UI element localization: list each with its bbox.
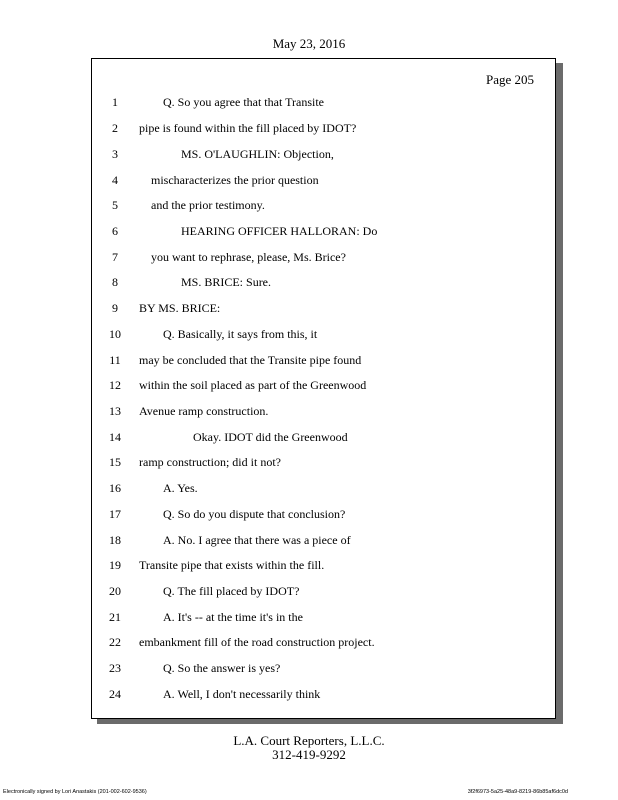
line-number: 12 xyxy=(109,378,121,392)
transcript-line xyxy=(92,195,557,215)
transcript-line xyxy=(92,221,557,241)
line-number: 18 xyxy=(109,533,121,547)
transcript-line xyxy=(92,92,557,112)
line-text: Q. So the answer is yes? xyxy=(163,661,281,675)
line-number: 24 xyxy=(109,687,121,701)
transcript-line xyxy=(92,555,557,575)
transcript-line xyxy=(92,684,557,704)
line-number: 4 xyxy=(112,173,118,187)
transcript-line xyxy=(92,350,557,370)
line-number: 16 xyxy=(109,481,121,495)
line-number: 10 xyxy=(109,327,121,341)
header-date: May 23, 2016 xyxy=(272,36,346,51)
line-text: MS. BRICE: Sure. xyxy=(181,275,272,289)
line-text: pipe is found within the fill placed by IDOT? xyxy=(139,121,357,135)
transcript-line xyxy=(92,632,557,652)
transcript-line xyxy=(92,452,557,472)
transcript-line xyxy=(92,478,557,498)
line-text: Transite pipe that exists within the fill. xyxy=(139,558,325,572)
line-text: HEARING OFFICER HALLORAN: Do xyxy=(181,224,378,238)
line-text: Q. So do you dispute that conclusion? xyxy=(163,507,346,521)
line-text: and the prior testimony. xyxy=(151,198,265,212)
line-text: BY MS. BRICE: xyxy=(139,301,221,315)
electronic-signature-note: Electronically signed by Lori Anastakis (201-002-602-9536) xyxy=(3,789,147,795)
line-text: may be concluded that the Transite pipe found xyxy=(139,353,362,367)
footer-phone: 312-419-9292 xyxy=(272,747,346,762)
line-number: 15 xyxy=(109,455,121,469)
transcript-line xyxy=(92,401,557,421)
line-number: 20 xyxy=(109,584,121,598)
transcript-line xyxy=(92,118,557,138)
line-number: 8 xyxy=(112,275,118,289)
transcript-line xyxy=(92,247,557,267)
line-text: Avenue ramp construction. xyxy=(139,404,269,418)
line-text: Q. Basically, it says from this, it xyxy=(163,327,318,341)
line-text: embankment fill of the road construction project. xyxy=(139,635,375,649)
line-number: 5 xyxy=(112,198,118,212)
line-number: 14 xyxy=(109,430,121,444)
transcript-page-frame xyxy=(91,58,556,719)
line-number: 11 xyxy=(109,353,121,367)
line-text: Q. So you agree that that Transite xyxy=(163,95,324,109)
line-number: 9 xyxy=(112,301,118,315)
line-text: ramp construction; did it not? xyxy=(139,455,281,469)
line-number: 23 xyxy=(109,661,121,675)
transcript-line xyxy=(92,375,557,395)
line-number: 13 xyxy=(109,404,121,418)
transcript-line xyxy=(92,272,557,292)
line-number: 6 xyxy=(112,224,118,238)
line-text: mischaracterizes the prior question xyxy=(151,173,319,187)
transcript-line xyxy=(92,530,557,550)
transcript-line xyxy=(92,607,557,627)
line-number: 21 xyxy=(109,610,121,624)
transcript-line xyxy=(92,504,557,524)
line-number: 7 xyxy=(112,250,118,264)
line-number: 2 xyxy=(112,121,118,135)
line-text: A. Well, I don't necessarily think xyxy=(163,687,321,701)
transcript-line xyxy=(92,298,557,318)
line-number: 22 xyxy=(109,635,121,649)
footer-company: L.A. Court Reporters, L.L.C. xyxy=(233,733,385,748)
line-text: within the soil placed as part of the Greenwood xyxy=(139,378,367,392)
transcript-line xyxy=(92,170,557,190)
page-number: Page 205 xyxy=(485,72,534,87)
transcript-line xyxy=(92,144,557,164)
line-text: MS. O'LAUGHLIN: Objection, xyxy=(181,147,334,161)
line-text: A. Yes. xyxy=(163,481,198,495)
line-text: Q. The fill placed by IDOT? xyxy=(163,584,300,598)
line-text: you want to rephrase, please, Ms. Brice? xyxy=(151,250,346,264)
transcript-line xyxy=(92,658,557,678)
transcript-line xyxy=(92,581,557,601)
line-number: 1 xyxy=(112,95,118,109)
line-text: A. It's -- at the time it's in the xyxy=(163,610,303,624)
document-id: 3f2f6973-5a25-48a9-8219-86b85af6dc0d xyxy=(467,789,568,795)
line-number: 3 xyxy=(112,147,118,161)
line-number: 17 xyxy=(109,507,121,521)
line-number: 19 xyxy=(109,558,121,572)
line-text: A. No. I agree that there was a piece of xyxy=(163,533,351,547)
transcript-line xyxy=(92,324,557,344)
line-text: Okay. IDOT did the Greenwood xyxy=(193,430,348,444)
transcript-line xyxy=(92,427,557,447)
